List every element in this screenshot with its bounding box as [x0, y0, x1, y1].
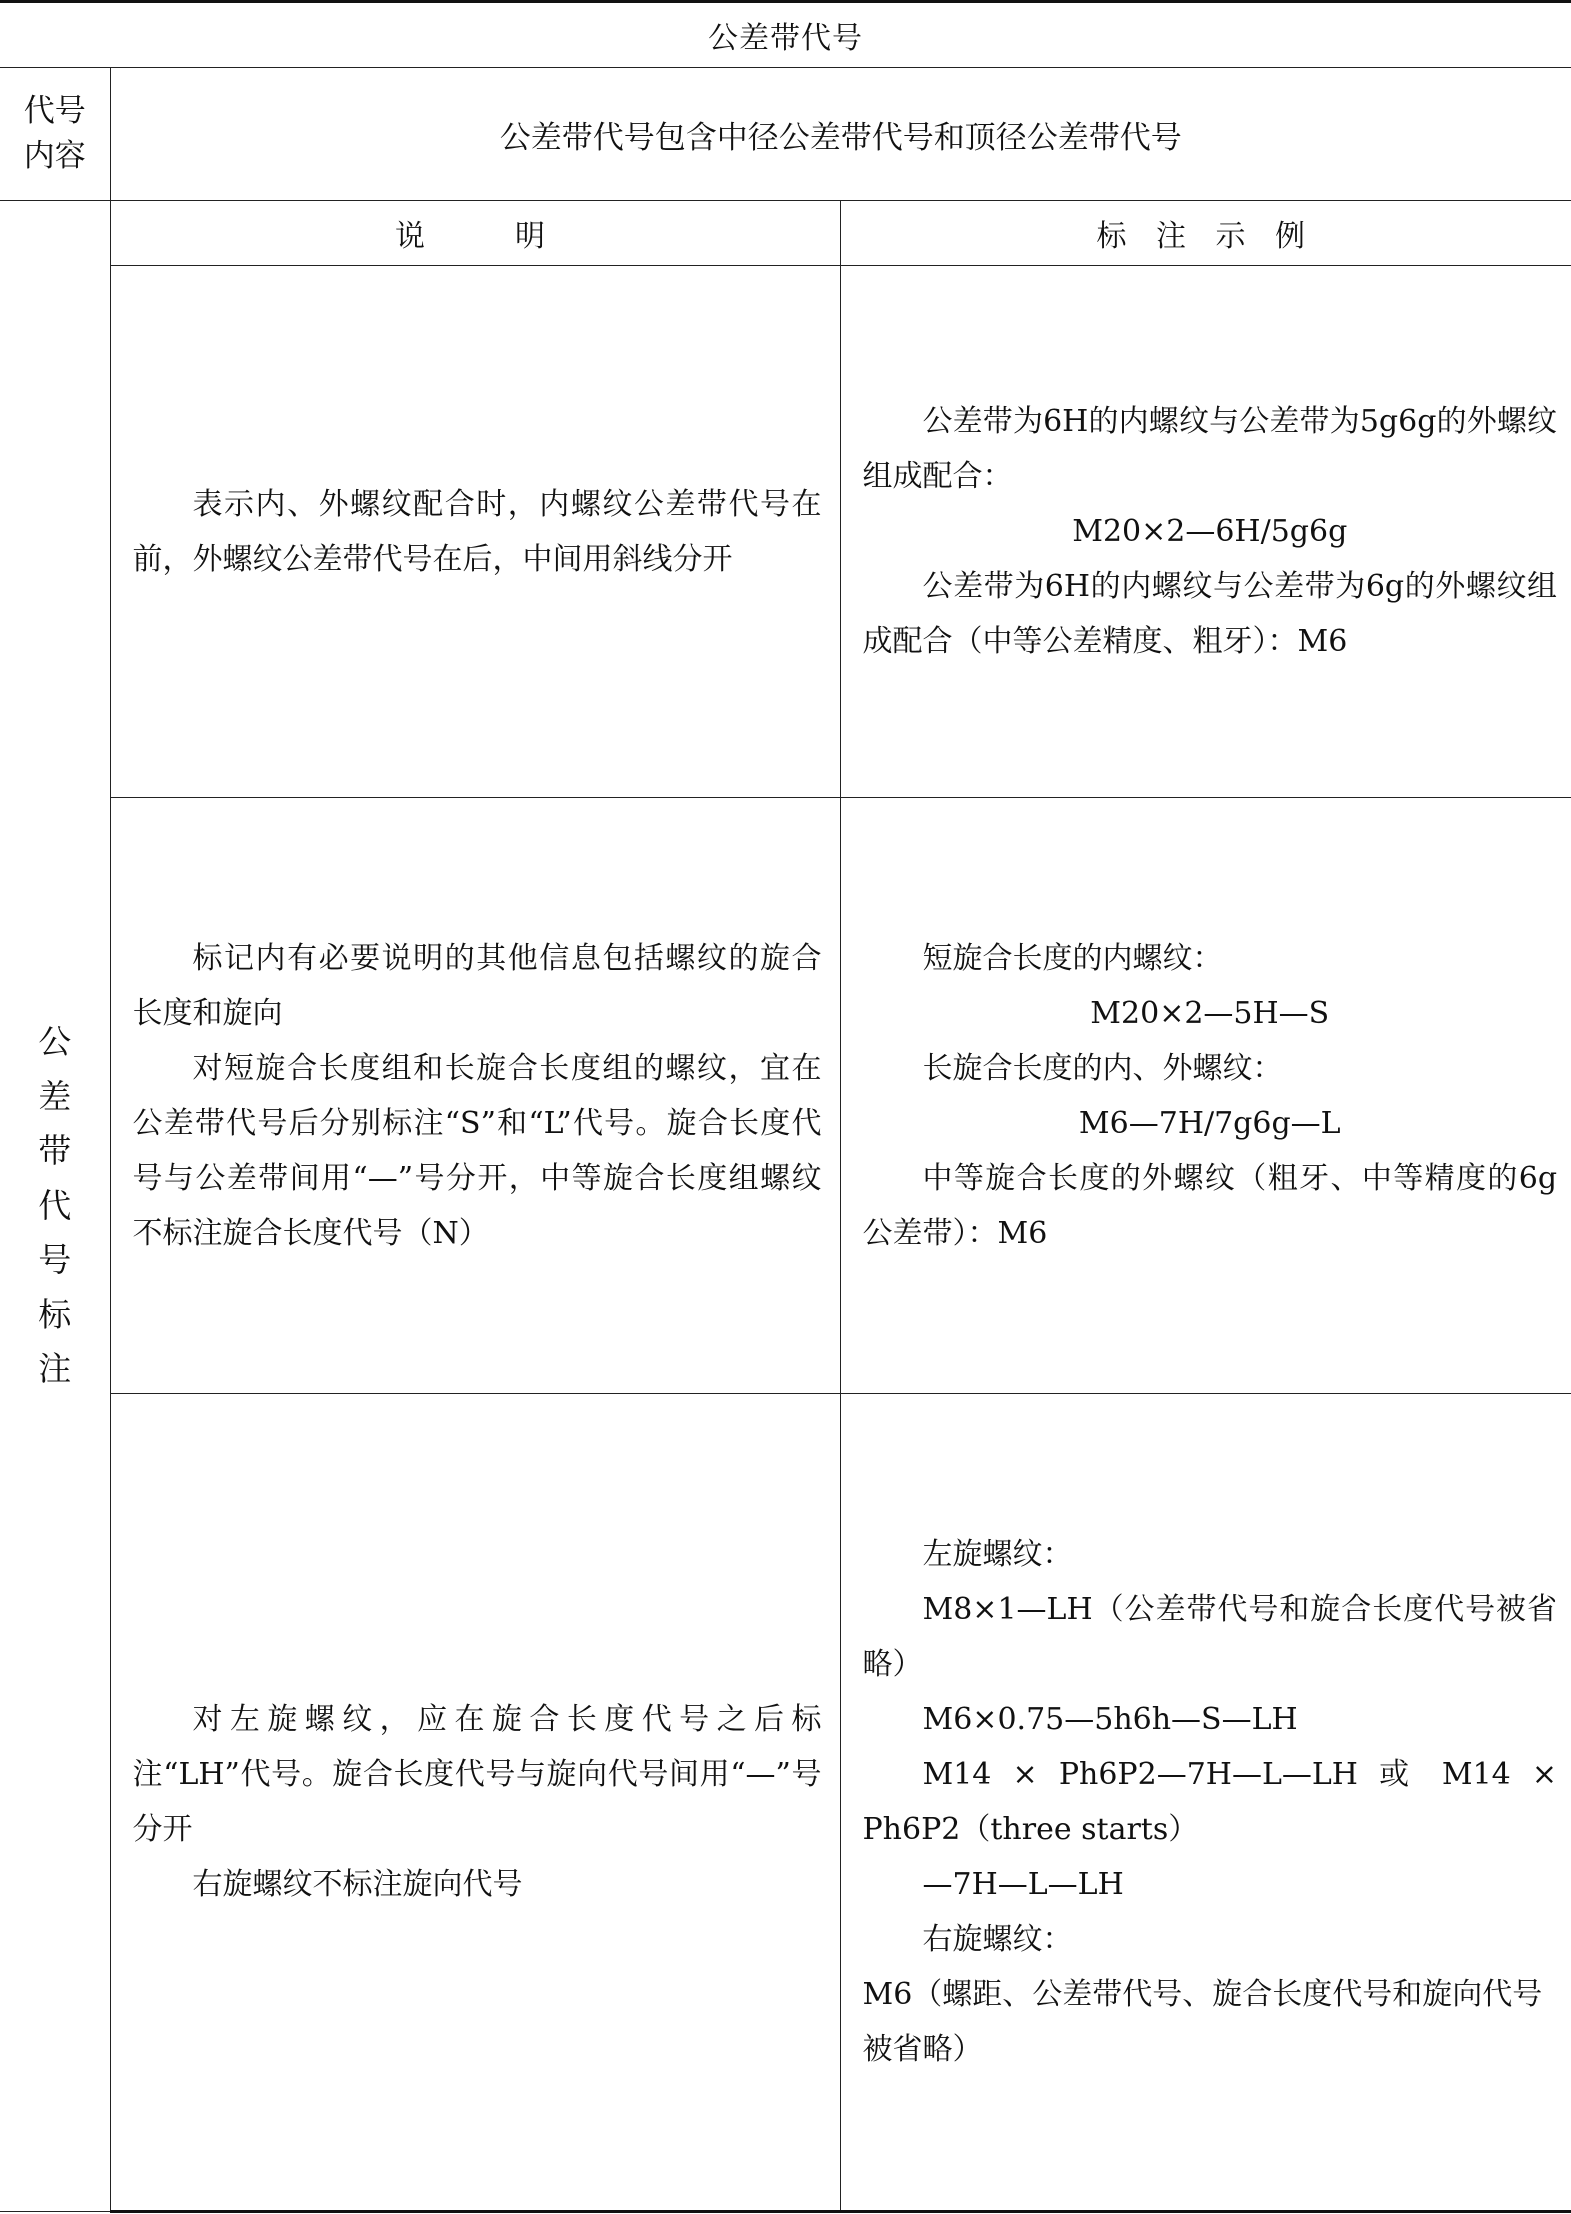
- description-cell: [110, 798, 840, 1394]
- description-text: 对短旋合长度组和长旋合长度组的螺纹，宜在公差带代号后分别标注“S”和“L”代号。旋合长度代号与公差带间用“—”号分开，中等旋合长度组螺纹不标注旋合长度代号（N）: [132, 1050, 822, 1251]
- table-row: [0, 266, 1571, 798]
- example-text: —7H—L—LH: [922, 1867, 1124, 1902]
- example-text: M6（螺距、公差带代号、旋合长度代号和旋向代号被省略）: [862, 1977, 1543, 2067]
- example-cell: [840, 798, 1571, 1394]
- example-text: 中等旋合长度的外螺纹（粗牙、中等精度的6g公差带）：M6: [862, 1160, 1558, 1251]
- column-header-example: 标 注 示 例: [840, 201, 1571, 266]
- row-label-vertical: [0, 201, 110, 2212]
- example-text: 公差带为6H的内螺纹与公差带为6g的外螺纹组成配合（中等公差精度、粗牙）：M6: [862, 569, 1558, 659]
- description-text: 对左旋螺纹，应在旋合长度代号之后标注“LH”代号。旋合长度代号与旋向代号间用“—”号分开: [132, 1702, 822, 1847]
- header-label-line: 内容: [23, 138, 86, 174]
- example-formula: M6—7H/7g6g—L: [1078, 1105, 1341, 1141]
- example-text: 左旋螺纹：: [922, 1537, 1073, 1572]
- example-text: 右旋螺纹：: [922, 1922, 1073, 1957]
- row-label-char: 带: [38, 1131, 72, 1171]
- description-text: 右旋螺纹不标注旋向代号: [192, 1867, 523, 1902]
- description-text: 标记内有必要说明的其他信息包括螺纹的旋合长度和旋向: [132, 940, 822, 1031]
- column-header-row: [0, 201, 1571, 266]
- example-formula: M20×2—5H—S: [1090, 995, 1330, 1031]
- description-cell: [110, 266, 840, 798]
- row-label-char: 标: [38, 1294, 72, 1334]
- example-text: 长旋合长度的内、外螺纹：: [922, 1050, 1283, 1086]
- table-row: [0, 1394, 1571, 2212]
- header-label-cell: [0, 68, 110, 201]
- row-label-char: 注: [38, 1349, 72, 1389]
- row-label-char: 号: [38, 1240, 72, 1280]
- example-text: 公差带为6H的内螺纹与公差带为5g6g的外螺纹组成配合：: [862, 404, 1558, 494]
- example-text: M6×0.75—5h6h—S—LH: [922, 1702, 1298, 1737]
- header-row: [0, 68, 1571, 201]
- description-cell: [110, 1394, 840, 2212]
- example-formula: M20×2—6H/5g6g: [1072, 514, 1348, 549]
- column-header-description: 说 明: [110, 201, 840, 266]
- table-title: 公差带代号: [0, 2, 1571, 68]
- description-text: 表示内、外螺纹配合时，内螺纹公差带代号在前，外螺纹公差带代号在后，中间用斜线分开: [132, 486, 822, 577]
- example-text: 短旋合长度的内螺纹：: [922, 940, 1223, 976]
- table-row: [0, 798, 1571, 1394]
- row-label-char: 代: [38, 1185, 72, 1225]
- example-cell: [840, 266, 1571, 798]
- title-row: [0, 2, 1571, 68]
- example-cell: [840, 1394, 1571, 2212]
- header-content: 公差带代号包含中径公差带代号和顶径公差带代号: [110, 68, 1571, 201]
- row-label-char: 公: [38, 1022, 72, 1062]
- example-text: M14 × Ph6P2—7H—L—LH 或 M14 × Ph6P2（three starts）: [862, 1757, 1558, 1847]
- row-label-char: 差: [38, 1076, 72, 1116]
- header-label-line: 代号: [23, 93, 86, 130]
- example-text: M8×1—LH（公差带代号和旋合长度代号被省略）: [862, 1592, 1558, 1682]
